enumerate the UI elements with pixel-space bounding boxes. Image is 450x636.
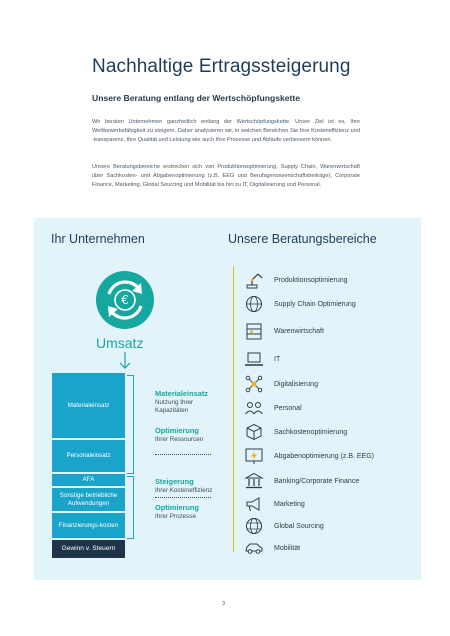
bank-icon bbox=[244, 472, 264, 490]
area-label: Warenwirtschaft bbox=[274, 327, 324, 335]
area-it bbox=[244, 350, 280, 368]
car-icon bbox=[244, 539, 264, 557]
area-marketing bbox=[244, 495, 305, 513]
stack-financing-costs: Finanzierungs-kosten bbox=[52, 513, 125, 538]
network-icon bbox=[244, 375, 264, 393]
middle-heading-4: Optimierung bbox=[155, 503, 199, 512]
stack-material: Materialeinsatz bbox=[52, 373, 125, 438]
area-mobility bbox=[244, 539, 300, 557]
divider bbox=[155, 454, 211, 455]
timeline-line bbox=[233, 266, 234, 552]
cube-icon bbox=[244, 423, 264, 441]
stack-profit: Gewinn v. Steuern bbox=[52, 540, 125, 558]
area-label: Digitalisierung bbox=[274, 380, 318, 388]
middle-text-2: Ihrer Ressourcen bbox=[155, 436, 204, 443]
area-inventory bbox=[244, 322, 324, 340]
area-label: Supply Chain Optimierung bbox=[274, 300, 356, 308]
area-levies bbox=[244, 447, 374, 465]
area-label: Mobilität bbox=[274, 544, 301, 552]
intro-paragraph: Wir beraten Unternehmen ganzheitlich entlang der Wertschöpfungskette. Unser Ziel ist es, Ihre Wettbewerbsfähigkeit zu steigern. Daher analysieren wir, in welchen Bereichen Sie Ihre Kosteneffizienz und -transparenz, Ihre Qualität und Leistung wie auch Ihre Prozesse und Abläufe verbessern können. bbox=[92, 119, 360, 143]
people-icon bbox=[244, 399, 264, 417]
area-label: IT bbox=[274, 355, 281, 363]
globe-icon bbox=[244, 295, 264, 313]
middle-text-3: Ihrer Kosteneffizienz bbox=[155, 487, 213, 494]
revenue-label: Umsatz bbox=[96, 335, 144, 351]
arrow-down-icon bbox=[118, 352, 132, 370]
page-title: Nachhaltige Ertragssteigerung bbox=[92, 56, 351, 77]
area-label: Produktionsoptimierung bbox=[274, 276, 348, 284]
middle-heading-1: Materialeinsatz bbox=[155, 389, 208, 398]
area-label: Personal bbox=[274, 404, 302, 412]
stack-other-expenses: Sonstige betriebliche Aufwendungen bbox=[52, 488, 125, 511]
divider bbox=[155, 497, 211, 498]
stack-personnel: Personaleinsatz bbox=[52, 440, 125, 472]
page-subtitle: Unsere Beratung entlang der Wertschöpfungskette bbox=[92, 93, 301, 103]
megaphone-icon bbox=[244, 495, 264, 513]
area-label: Sachkostenoptimierung bbox=[274, 428, 348, 436]
area-label: Marketing bbox=[274, 500, 305, 508]
area-personnel bbox=[244, 399, 302, 417]
areas-paragraph: Unsere Beratungsbereiche erstrecken sich von Produktionsoptimierung, Supply Chain, Warenwirtschaft über Sachkosten- und Abgabenoptimierung (z.B. EEG und Berufsgenossenschaftsbeiträge), Corporate Finance, Marketing, Global Sourcing und Mobilität bis hin zu IT, Digitalisierung und Personal. bbox=[92, 164, 360, 188]
warehouse-icon bbox=[244, 322, 264, 340]
energy-icon bbox=[244, 447, 264, 465]
area-label: Abgabenoptimierung (z.B. EEG) bbox=[274, 452, 374, 460]
middle-text-1: Nutzung Ihrer Kapazitäten bbox=[155, 399, 194, 414]
area-label: Global Sourcing bbox=[274, 522, 324, 530]
area-banking bbox=[244, 472, 359, 490]
area-global-sourcing bbox=[244, 517, 324, 535]
company-heading: Ihr Unternehmen bbox=[51, 232, 145, 246]
robot-arm-icon bbox=[244, 271, 264, 289]
area-supply-chain bbox=[244, 295, 356, 313]
euro-cycle-icon bbox=[95, 270, 155, 330]
laptop-icon bbox=[244, 350, 264, 368]
consulting-areas-heading: Unsere Beratungsbereiche bbox=[228, 232, 377, 246]
middle-heading-2: Optimierung bbox=[155, 426, 199, 435]
bracket-lower bbox=[127, 476, 134, 539]
middle-heading-3: Steigerung bbox=[155, 477, 194, 486]
area-production bbox=[244, 271, 348, 289]
globe-grid-icon bbox=[244, 517, 264, 535]
svg-text:€: € bbox=[121, 293, 129, 307]
area-material-costs bbox=[244, 423, 347, 441]
middle-text-4: Ihrer Prozesse bbox=[155, 513, 196, 520]
stack-depreciation: AFA bbox=[52, 474, 125, 486]
page-number: 3 bbox=[222, 601, 226, 607]
bracket-upper bbox=[127, 375, 134, 474]
area-label: Banking/Corporate Finance bbox=[274, 477, 360, 485]
area-digitalization bbox=[244, 375, 318, 393]
